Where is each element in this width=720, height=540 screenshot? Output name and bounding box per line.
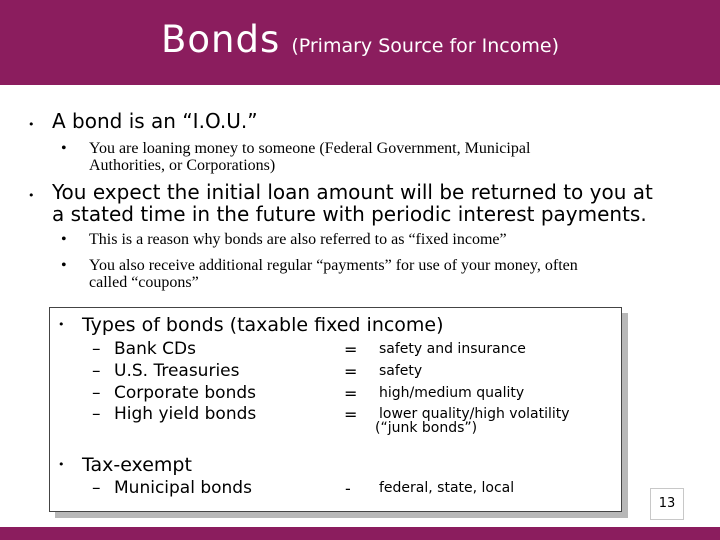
type-description: federal, state, local: [379, 480, 515, 496]
type-description-note: (“junk bonds”): [375, 420, 478, 436]
sub-bullet-line: This is a reason why bonds are also referred to as “fixed income”: [89, 231, 507, 248]
tax-exempt-heading-text: Tax-exempt: [82, 454, 192, 476]
sub-bullet-loaning: [61, 140, 531, 174]
type-name: Municipal bonds: [114, 478, 252, 498]
bullet-dot: •: [58, 458, 65, 471]
type-name: High yield bonds: [114, 404, 257, 424]
bullet-line: a stated time in the future with periodic interest payments.: [52, 202, 647, 226]
title-main: Bonds: [161, 18, 281, 61]
type-separator: =: [344, 340, 358, 359]
sub-bullet-fixed-income: [61, 231, 507, 248]
type-description: lower quality/high volatility: [379, 406, 570, 422]
type-separator: -: [345, 479, 351, 498]
sub-bullet-line: called “coupons”: [89, 274, 199, 291]
slide-title: [0, 18, 720, 61]
sub-bullet-dot: •: [61, 140, 67, 157]
tax-exempt-heading: [58, 454, 192, 476]
type-name: U.S. Treasuries: [114, 361, 240, 381]
dash-marker: –: [92, 361, 101, 381]
bullet-bond-definition: [28, 109, 258, 133]
type-bank-cds: [92, 339, 196, 359]
dash-marker: –: [92, 404, 101, 424]
bullet-dot: •: [28, 118, 35, 131]
type-description: safety: [379, 363, 423, 379]
type-corporate-bonds: [92, 383, 257, 403]
types-heading-text: Types of bonds (taxable fixed income): [82, 314, 444, 336]
bullet-dot: •: [28, 189, 35, 202]
type-high-yield-bonds: [92, 404, 257, 424]
dash-marker: –: [92, 383, 101, 403]
bullet-dot: •: [58, 318, 65, 331]
type-description: safety and insurance: [379, 341, 526, 357]
type-description: high/medium quality: [379, 385, 525, 401]
sub-bullet-line: You also receive additional regular “payments” for use of your money, often: [89, 257, 578, 274]
bottom-bar: [0, 527, 720, 540]
bullet-loan-returned: [28, 180, 653, 226]
bullet-line: You expect the initial loan amount will be returned to you at: [52, 180, 653, 204]
type-separator: =: [344, 405, 358, 424]
types-heading: [58, 314, 444, 336]
type-separator: =: [344, 384, 358, 403]
sub-bullet-coupons: [61, 257, 578, 291]
dash-marker: –: [92, 339, 101, 359]
sub-bullet-line: Authorities, or Corporations): [89, 157, 276, 174]
type-us-treasuries: [92, 361, 240, 381]
bullet-text: A bond is an “I.O.U.”: [52, 109, 258, 133]
title-subtitle: (Primary Source for Income): [291, 35, 559, 57]
type-name: Bank CDs: [114, 339, 196, 359]
type-name: Corporate bonds: [114, 383, 257, 403]
sub-bullet-dot: •: [61, 231, 67, 248]
sub-bullet-line: You are loaning money to someone (Federal Government, Municipal: [89, 140, 531, 157]
type-separator: =: [344, 362, 358, 381]
type-municipal-bonds: [92, 478, 252, 498]
sub-bullet-dot: •: [61, 257, 67, 274]
title-underline: [0, 85, 720, 89]
dash-marker: –: [92, 478, 101, 498]
page-number: 13: [650, 488, 684, 520]
